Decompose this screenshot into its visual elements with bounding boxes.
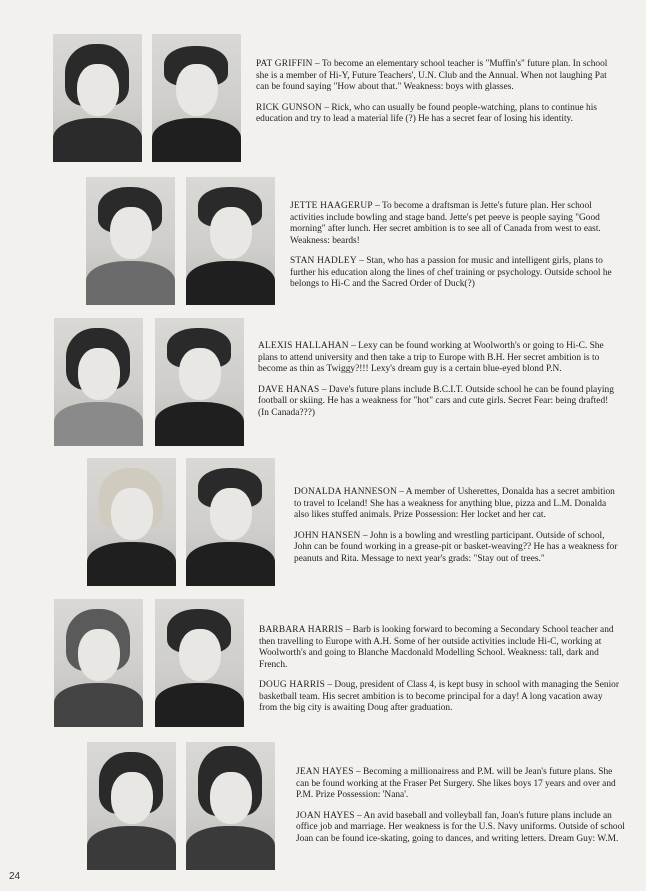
student-name: JOHN HANSEN <box>294 530 361 541</box>
portrait-photo <box>87 742 176 870</box>
portrait-photo <box>53 34 142 162</box>
page-number: 24 <box>9 871 21 882</box>
student-name: DOUG HARRIS <box>259 680 326 690</box>
student-bio: – An avid baseball and volleyball fan, Joan's future plans include an office job and marriage. Her weakness is for the U.S. Navy uniforms. Outside of school Joan can be found ice-skating, going to dances, and writing letters. Dream Guy: W.M. <box>296 810 625 844</box>
student-name: DONALDA HANNESON <box>294 487 397 497</box>
bio-block <box>258 341 618 428</box>
student-bio: – Barb is looking forward to becoming a Secondary School teacher and then travelling to Europe with A.H. Some of her outside activities include Hi-C, working at Woolworth's and going to Blanche Macdonald Modelling School. Weakness: tall, dark and French. <box>259 625 614 670</box>
student-bio: – John is a bowling and wrestling participant. Outside of school, John can be found working in a grease-pit or basket-weaving?? He has a weakness for peanuts and Rita. Message to next year's grads: "Stay out of trees." <box>294 530 618 564</box>
portrait-photo <box>155 599 244 727</box>
portrait-photo <box>86 177 175 305</box>
student-name: JOAN HAYES <box>296 810 355 821</box>
portrait-photo <box>54 599 143 727</box>
student-name: JETTE HAAGERUP <box>290 201 373 211</box>
student-name: BARBARA HARRIS <box>259 625 344 635</box>
bio-block <box>259 625 619 724</box>
portrait-photo <box>186 458 275 586</box>
portrait-photo <box>186 177 275 305</box>
student-name: PAT GRIFFIN <box>256 59 313 69</box>
bio-block <box>294 487 620 574</box>
student-bio: – To become a draftsman is Jette's future plan. Her school activities include bowling and stage band. Jette's pet peeve is people saying "Good morning" after lunch. Her secret ambition is to see all of Canada from west to east. Weakness: beards! <box>290 201 601 246</box>
student-bio: – A member of Usherettes, Donalda has a secret ambition to travel to Iceland! She has a weakness for anything blue, pizza and L.M. Donalda also likes stuffed animals. Prize Possession: Her locket and her cat. <box>294 487 615 520</box>
student-bio: – Dave's future plans include B.C.I.T. Outside school he can be found playing football or skiing. He has a weakness for "hot" cars and cute girls. Secret Fear: being drafted! (In Canada???) <box>258 384 614 418</box>
portrait-photo <box>155 318 244 446</box>
bio-block <box>290 201 620 300</box>
student-name: STAN HADLEY <box>290 256 357 266</box>
bio-block <box>256 59 616 135</box>
portrait-photo <box>186 742 275 870</box>
student-bio: – Becoming a millionairess and P.M. will be Jean's future plans. She can be found working at the Fraser Pet Surgery. She likes boys 17 years and over and P.M. Prize Possession: 'Nana'. <box>296 767 616 800</box>
student-name: ALEXIS HALLAHAN <box>258 341 349 351</box>
portrait-photo <box>87 458 176 586</box>
portrait-photo <box>54 318 143 446</box>
bio-block <box>296 767 626 854</box>
portrait-photo <box>152 34 241 162</box>
student-bio: – Doug, president of Class 4, is kept busy in school with managing the Senior basketball team. His secret ambition is to become principal for a day! A long vacation away from the big city is awaiting Doug after graduation. <box>259 680 619 713</box>
student-name: JEAN HAYES <box>296 767 354 777</box>
student-bio: – To become an elementary school teacher is "Muffin's" future plan. In school she is a member of Hi-Y, Future Teachers', U.N. Club and the Annual. When not laughing Pat can be found saying "How about that." Weakness: boys with glasses. <box>256 59 608 92</box>
student-name: DAVE HANAS <box>258 384 320 395</box>
student-bio: – Stan, who has a passion for music and intelligent girls, plans to further his education along the lines of chef training or psychology. Outside school he belongs to Hi-C and the Sacred Order of Duck(?) <box>290 256 612 289</box>
student-bio: – Rick, who can usually be found people-watching, plans to continue his education and try to lead a material life (?) He has a secret fear of losing his identity. <box>256 102 597 124</box>
student-name: RICK GUNSON <box>256 102 323 113</box>
student-bio: – Lexy can be found working at Woolworth's or going to Hi-C. She plans to attend university and then take a trip to Europe with B.H. Her secret ambition is to become as thin as Twiggy?!!! Lexy's dream guy is a certain blue-eyed blond P.N. <box>258 341 604 374</box>
